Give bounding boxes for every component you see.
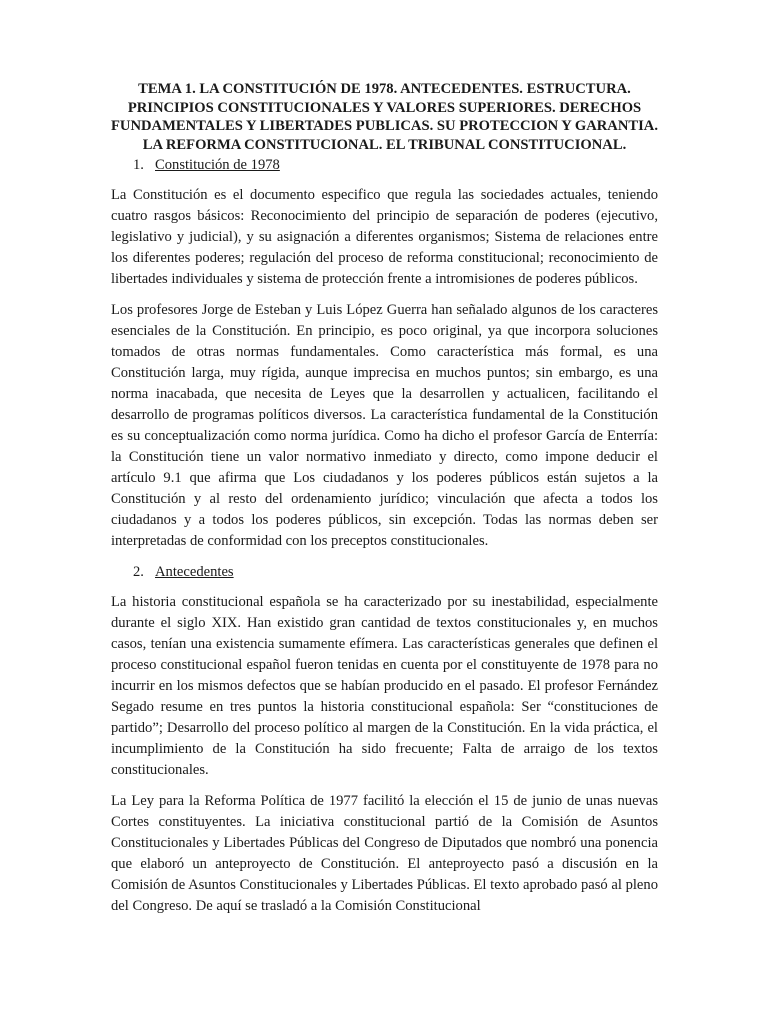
paragraph: Los profesores Jorge de Esteban y Luis López Guerra han señalado algunos de los caracteres esenciales de la Constitución. En principio, es poco original, ya que incorpora soluciones tomados de otras normas fundamentales. Como característica más formal, es una Constitución larga, muy rígida, aunque imprecisa en muchos puntos; sin embargo, es una norma inacabada, que necesita de Leyes que la desarrollen y actualicen, facilitando el desarrollo de programas políticos diversos. La característica fundamental de la Constitución es su conceptualización como norma jurídica. Como ha dicho el profesor García de Enterría: la Constitución tiene un valor normativo inmediato y directo, como impone deducir el artículo 9.1 que afirma que Los ciudadanos y los poderes públicos están sujetos a la Constitución y al resto del ordenamiento jurídico; vinculación que afecta a todos los ciudadanos y a todos los poderes públicos, sin excepción. Todas las normas deben ser interpretadas de conformidad con los preceptos constitucionales.: [111, 302, 658, 549]
document-title: TEMA 1. LA CONSTITUCIÓN DE 1978. ANTECEDENTES. ESTRUCTURA. PRINCIPIOS CONSTITUCIONALES Y VALORES SUPERIORES. DERECHOS FUNDAMENTALES Y LIBERTADES PUBLICAS. SU PROTECCION Y GARANTIA. LA REFORMA CONSTITUCIONAL. EL TRIBUNAL CONSTITUCIONAL.: [111, 81, 658, 153]
paragraph: La Ley para la Reforma Política de 1977 facilitó la elección el 15 de junio de unas nuevas Cortes constituyentes. La iniciativa constitucional partió de la Comisión de Asuntos Constitucionales y Libertades Públicas del Congreso de Diputados que nombró una ponencia que elaboró un anteproyecto de Constitución. El anteproyecto pasó a discusión en la Comisión de Asuntos Constitucionales y Libertades Públicas. El texto aprobado pasó al pleno del Congreso. De aquí se trasladó a la Comisión Constitucional: [111, 793, 658, 914]
section-heading-antecedentes: [111, 562, 658, 583]
section-heading-constitucion: [111, 155, 658, 176]
section-number: 1.: [133, 157, 144, 173]
paragraph: La Constitución es el documento especifico que regula las sociedades actuales, teniendo cuatro rasgos básicos: Reconocimiento del principio de separación de poderes (ejecutivo, legislativo y judicial), y su asignación a diferentes organismos; Sistema de relaciones entre los diferentes poderes; regulación del proceso de reforma constitucional; reconocimiento de libertades individuales y sistema de protección frente a intromisiones de poderes públicos.: [111, 187, 658, 287]
section-title: Antecedentes: [155, 564, 234, 580]
section-number: 2.: [133, 564, 144, 580]
section-title: Constitución de 1978: [155, 157, 280, 173]
paragraph: La historia constitucional española se ha caracterizado por su inestabilidad, especialmente durante el siglo XIX. Han existido gran cantidad de textos constitucionales y, en muchos casos, tenían una existencia sumamente efímera. Las características generales que definen el proceso constitucional español fueron tenidas en cuenta por el constituyente de 1978 para no incurrir en los mismos defectos que se habían producido en el pasado. El profesor Fernández Segado resume en tres puntos la historia constitucional española: Ser “constituciones de partido”; Desarrollo del proceso político al margen de la Constitución. En la vida práctica, el incumplimiento de la Constitución ha sido frecuente; Falta de arraigo de los textos constitucionales.: [111, 594, 658, 778]
